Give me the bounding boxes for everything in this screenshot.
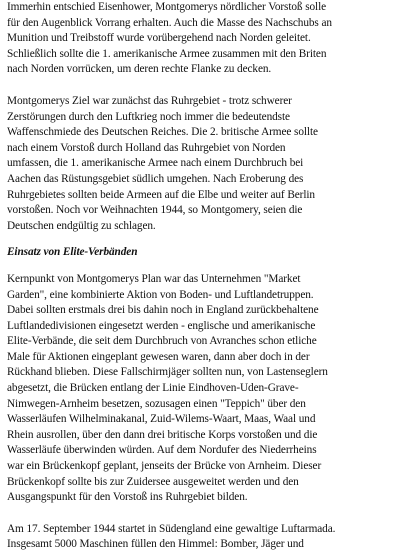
text-line: Insgesamt 5000 Maschinen füllen den Himmel: Bomber, Jäger und (7, 538, 304, 551)
text-line: Wasserläufen Wilhelminakanal, Zuid-Wilems-Waart, Maas, Waal und (7, 413, 316, 426)
text-line: Waffenschmiede des Deutschen Reiches. Die 2. britische Armee sollte (7, 126, 318, 139)
text-line: Elite-Verbände, die seit dem Durchbruch von Avranches schon etliche (7, 335, 317, 348)
text-line: Ruhrgebietes sollten beide Armeen auf die Elbe und weiter auf Berlin (7, 188, 315, 201)
paragraph-airborne-start (7, 522, 396, 553)
text-line: Wasserläufe überwinden würden. Auf dem Nordufer des Niederrheins (7, 444, 317, 457)
text-line: Male für Aktionen eingeplant gewesen waren, dann aber doch in der (7, 350, 310, 363)
text-line: Deutschen endgültig zu schlagen. (7, 219, 156, 232)
text-line: nach einem Vorstoß durch Holland das Ruhrgebiet von Norden (7, 141, 286, 154)
paragraph-eisenhower-decision (7, 0, 396, 78)
text-line: Rhein ausrollen, über den dann drei britische Korps vorstoßen und die (7, 428, 318, 441)
section-heading: Einsatz von Elite-Verbänden (7, 246, 138, 259)
text-line: für den Augenblick Vorrang erhalten. Auch die Masse des Nachschubs an (7, 16, 332, 29)
text-line: Luftlandedivisionen eingesetzt werden - englische und amerikanische (7, 319, 316, 332)
text-line: Munition und Treibstoff wurde vorübergehend nach Norden geleitet. (7, 32, 311, 45)
text-line: umfassen, die 1. amerikanische Armee nach einem Durchbruch bei (7, 157, 304, 170)
text-line: nach Norden vorrücken, um deren rechte Flanke zu decken. (7, 63, 272, 76)
text-line: vorstoßen. Noch vor Weihnachten 1944, so Montgomery, seien die (7, 204, 303, 217)
text-line: Aachen das Rüstungsgebiet südlich umgehen. Nach Eroberung des (7, 172, 304, 185)
paragraph-gap (7, 506, 396, 522)
text-line: Montgomerys Ziel war zunächst das Ruhrgebiet - trotz schwerer (7, 94, 292, 107)
text-line: Am 17. September 1944 startet in Südengland eine gewaltige Luftarmada. (7, 522, 336, 535)
text-line: Rückhand blieben. Diese Fallschirmjäger sollten nun, von Lastenseglern (7, 366, 328, 379)
text-line: Schließlich sollte die 1. amerikanische Armee zusammen mit den Briten (7, 47, 327, 60)
text-line: Ausgangspunkt für den Vorstoß ins Ruhrgebiet bilden. (7, 491, 248, 504)
text-line: Kernpunkt von Montgomerys Plan war das Unternehmen "Market (7, 272, 301, 285)
text-line: Immerhin entschied Eisenhower, Montgomerys nördlicher Vorstoß solle (7, 1, 327, 13)
text-line: Brückenkopf sollte bis zur Zuidersee ausgeweitet werden und den (7, 475, 299, 488)
paragraph-market-garden (7, 272, 396, 506)
text-line: war ein Brückenkopf geplant, jenseits der Brücke von Arnheim. Dieser (7, 460, 322, 473)
paragraph-gap (7, 234, 396, 245)
text-line: Garden", eine kombinierte Aktion von Boden- und Luftlandetruppen. (7, 288, 314, 301)
paragraph-montgomery-goal (7, 94, 396, 234)
text-line: abgesetzt, die Brücken entlang der Linie Eindhoven-Uden-Grave- (7, 382, 299, 395)
text-line: Zerstörungen durch den Luftkrieg noch immer die bedeutendste (7, 110, 290, 123)
paragraph-gap (7, 78, 396, 94)
paragraph-gap (7, 261, 396, 272)
text-line: Nimwegen-Arnheim besetzen, sozusagen einen "Teppich" über den (7, 397, 306, 410)
text-line: Dabei sollten erstmals drei bis dahin noch in England zurückbehaltene (7, 304, 319, 317)
